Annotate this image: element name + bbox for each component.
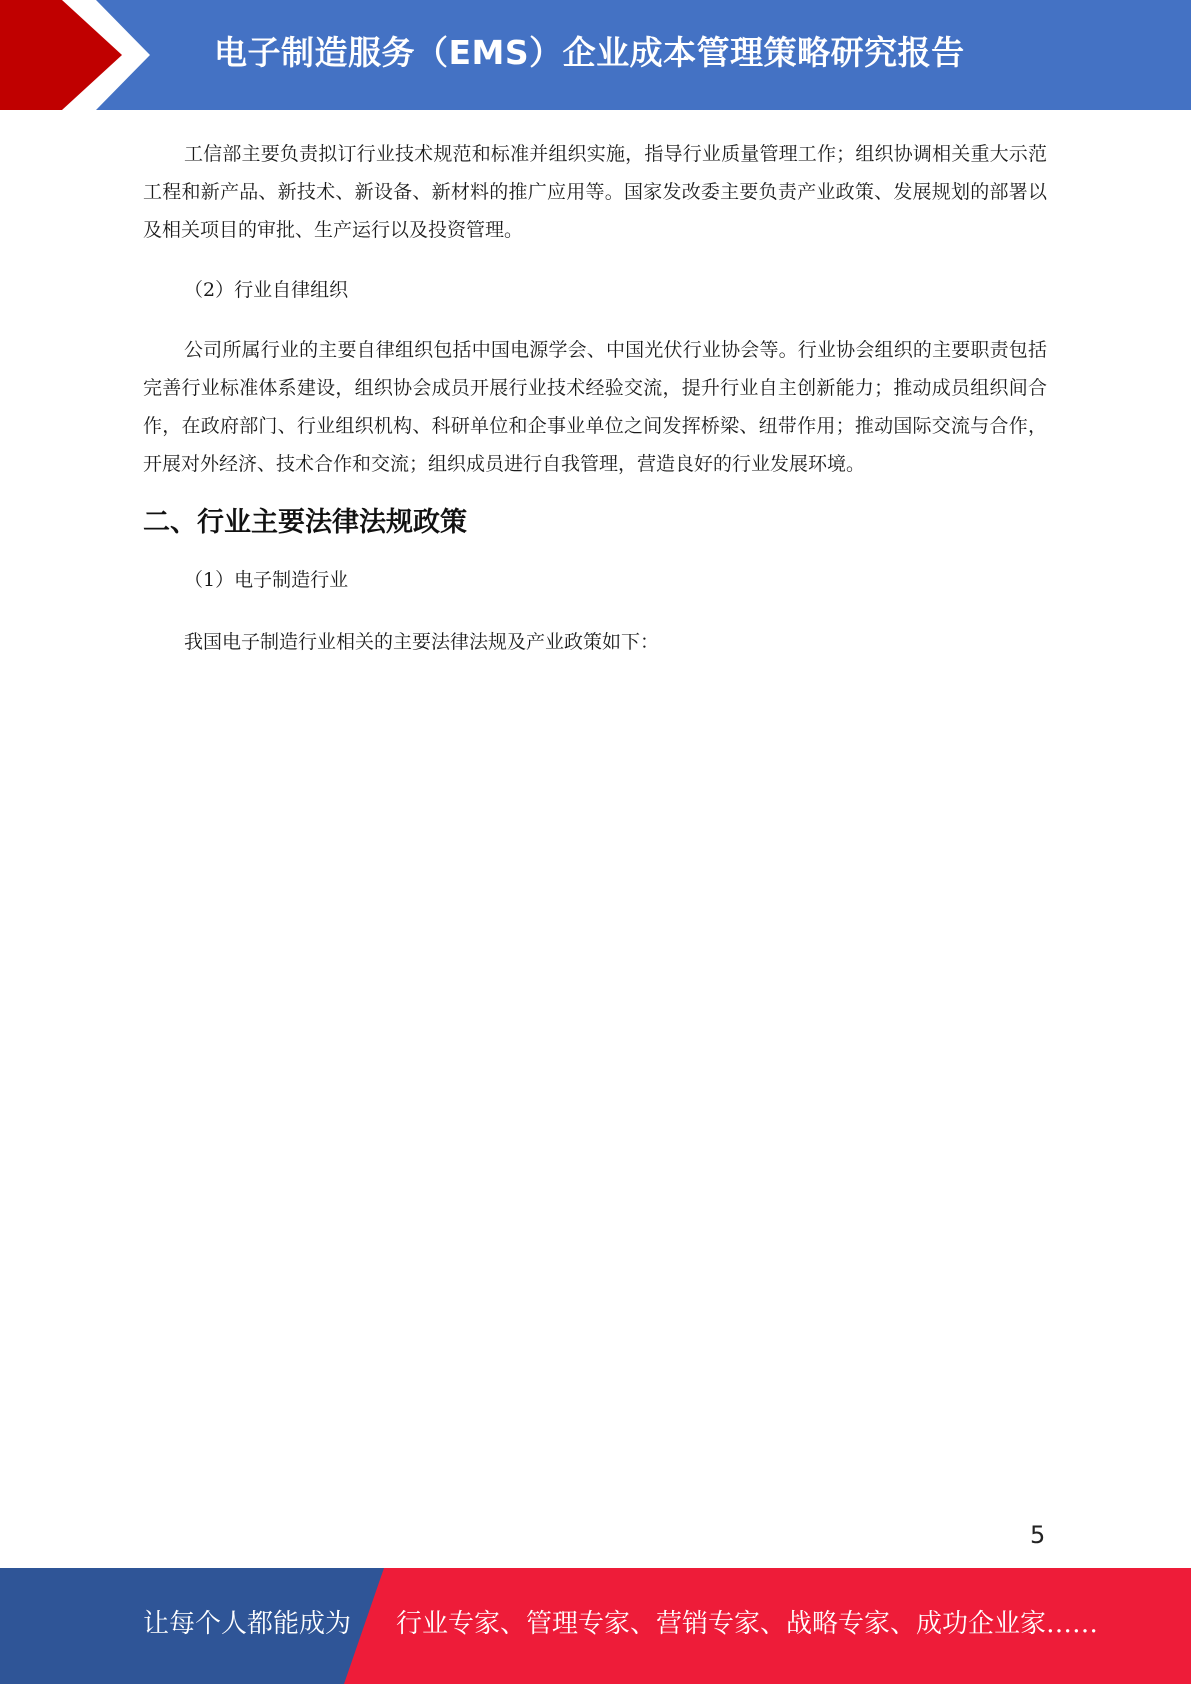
paragraph-laws-intro: 我国电子制造行业相关的主要法律法规及产业政策如下： — [184, 631, 660, 653]
subheading-electronics-manufacturing: （1）电子制造行业 — [184, 569, 349, 591]
subheading-self-regulatory-orgs: （2）行业自律组织 — [184, 279, 349, 301]
header-chevron-decoration — [0, 0, 160, 110]
paragraph-self-regulatory-orgs: 公司所属行业的主要自律组织包括中国电源学会、中国光伏行业协会等。行业协会组织的主要职责包括完善行业标准体系建设，组织协会成员开展行业技术经验交流，提升行业自主创新能力；推动成员组织间合作，在政府部门、行业组织机构、科研单位和企事业单位之间发挥桥梁、纽带作用；推动国际交流与合作，开展对外经济、技术合作和交流；组织成员进行自我管理，营造良好的行业发展环境。 — [143, 339, 1047, 475]
footer-slogan-left: 让每个人都能成为 — [143, 1609, 352, 1639]
paragraph-ministry-duties: 工信部主要负责拟订行业技术规范和标准并组织实施，指导行业质量管理工作；组织协调相关重大示范工程和新产品、新技术、新设备、新材料的推广应用等。国家发改委主要负责产业政策、发展规划的部署以及相关项目的审批、生产运行以及投资管理。 — [143, 143, 1047, 241]
section-heading-laws-policies: 二、行业主要法律法规政策 — [143, 507, 467, 538]
main-content — [143, 135, 1047, 661]
footer-slogan-right: 行业专家、管理专家、营销专家、战略专家、成功企业家…… — [396, 1609, 1099, 1639]
page-header — [0, 0, 1191, 110]
report-title: 电子制造服务（EMS）企业成本管理策略研究报告 — [214, 33, 965, 72]
page-footer — [0, 1568, 1191, 1684]
page-number: 5 — [1030, 1521, 1046, 1549]
